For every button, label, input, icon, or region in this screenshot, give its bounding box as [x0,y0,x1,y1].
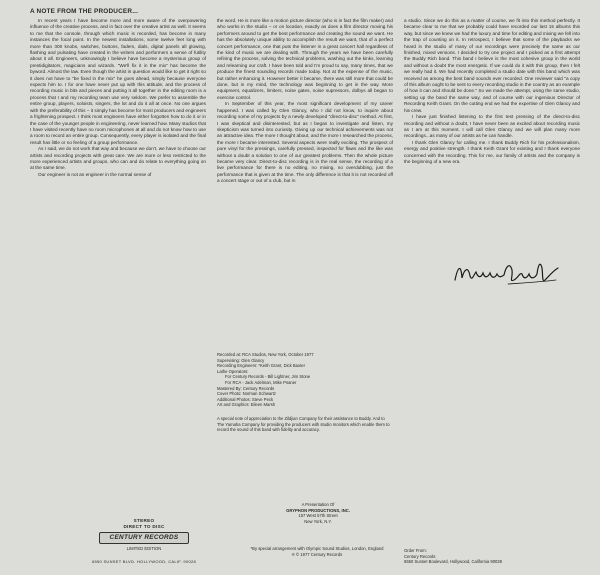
order-address: 6550 Sunset Boulevard, Hollywood, California 90028 [404,559,503,565]
paragraph: In September of this year, the most significant development of my career happened. I was called by Glen Glancy, who I did not know, to inquire about recording some of my projects by a newly developed "direct-to-disc" method. At first, I was skeptical and disinterested, but as I began to investigate and listen, my skepticism was turned into curiosity. Giving up our technical achievements was not an attractive idea. The more I thought about, and the more I researched the process, the more I became interested. Several aspects were really exciting. The prospect of pure vinyl for the pressings, carefully pressed, inspected for flaws and the like was without a doubt a solution to one of our greatest problems. Then the whole picture became very clear. Direct-to-disc recording is in the real sense, the recording of a live performance for there is no editing, no mixing, no overdubbing, just the performance that is given at the time. The only difference is that it is not recorded off a concert stage or out of a club, but in [217,101,393,184]
presentation-line: A Presentation Of [301,502,335,507]
century-records-logo: CENTURY RECORDS [99,532,190,544]
paragraph: In recent years I have become more and more aware of the overpowering influence of the creative process, and in fact over the creative artist as well. It seems to me that the console, through which music is recorded, has become in many instances the focal point. In the newest installations, some twelve feet long with more than 300 knobs, switches, buttons, faders, dials, digital panels all glowing, flashing and pulsating have created in the writers and performers a sense of futility about it all. Engineers, unknowingly I believe have become a mysterious group of prestidigitators, magicians and wizards. "We'll fix it in the mix" has become the byword. Almost the law. Even though the artist in question would like to get it right so it does not have to "be fixed in the mix" he goes ahead, simply because everyone expects him to. I for one have never put up with this attitude, and the process of recording music in bits and pieces and putting it all together in the editing room is a process that I and my recording team use very seldom. We prefer to assemble the entire group, players, soloists, singers, the lot and do it all at once. No one argues with the preferability of this – it simply has become for most producers and engineers a frightening prospect. I think most engineers have either forgotten how to do it or in the case of the younger people in engineering, never learned how. Many studios that I have visited recently have no room microphones at all and do not know how to use a room to record an entire group. Consequently, every player is isolated and the final result has little or no feeling of a group performance. [30,18,206,145]
paragraph: the word. He is more like a motion picture director (who is in fact the film maker) and who works in the studio – or on location, exactly as does a film director moving his performers around to get the best performance and creating the sound we want. He has the absolutely unique ability to accomplish the result we want, that of a perfect concert performance, one that puts the listener in a great concert hall regardless of the kind of music we are dealing with. Through the years we have been carefully refining the process, solving the technical problems, washing out the kinks, learning and relearning our craft. I have been told and I'm proud to say, many times, that we produce the finest sounding records made today. Not at the expense of the music, but rather enhancing it. However better it became, there was still more that could be done, but in my mind, the technology was beginning to get in the way. More equipment, equalizers, limiters, noise gates, noise supressors, dolbys all began to exercise control. [217,18,393,100]
order-name: Century Records [404,553,436,559]
credit-line: Additional Photos: Steve Peck [217,396,274,402]
text-column-1 [30,18,206,178]
text-column-2 [217,18,393,185]
page-title: A NOTE FROM THE PRODUCER... [30,8,139,15]
paragraph: As I said, we do not work that way and because we don't, we have to choose our artists and recording projects with great care. We are more or less restricted to the more experienced artists and groups, who can and do relate to everything going on at the same time. [30,146,206,171]
credit-line: Recorded at: RCA Studios, New York, October 1977 [217,352,314,357]
order-info [404,548,594,565]
limited-edition-tag: LIMITED EDITION [126,546,162,551]
credit-line: Recording Engineers: *Keith Grant, Dick Baxter [217,363,305,369]
paragraph: Our engineer is not an engineer in the normal sense of [38,171,152,177]
label-badge [84,518,204,565]
company-name: GRYPHON PRODUCTIONS, INC. [286,507,350,513]
recording-credits [217,352,393,433]
label-address: 6550 SUNSET BLVD. HOLLYWOOD, CALIF. 90028 [91,559,197,564]
stereo-tag: STEREO [133,518,155,523]
company-city: New York, N.Y. [304,518,332,524]
paragraph: a studio. Since we do this as a matter of course, we fit into this method perfectly. It became clear to me that we probably could have recorded our last 15 albums this way, but since we knew we had the luxury and time for editing and mixing we fell into the trap of counting on it. In retrospect, I believe that some of the playbacks we heard in the studio of many of our recordings were precisely the same as our finished, mixed versions. I decided to try one project and I picked as a first attempt the Buddy Rich band. This band I believe is the most cohesive group in the world and without a doubt the most energetic. If we could do it with this group, then I felt we really had it. We had recently completed a studio date with this band which was received as among the best band sounds ever recorded. One reviewer said "a copy of this album ought to be sent to every recording studio in the country as an example of how it can and should be done." So we made the attempt, using the same studio, setting up the band the same way, and of course with our ingenious Director of Recording Keith Grant. On the cutting end we had the expertise of Glen Glancy and his crew. [404,18,580,113]
copyright-line: ℗ © 1977 Century Records [291,551,343,557]
direct-to-disc-tag: DIRECT TO DISC [123,524,165,529]
paragraph: I have just finished listening to the first test pressing of the direct-to-disc recording and without a doubt, I have never been as excited about recording music as I am at this moment. I will call Glen Glancy and we will plan many more recordings...as many of our artists as he can handle. [404,114,580,139]
footnote [217,546,417,557]
paragraph: I thank Glen Glancy for calling me. I thank Buddy Rich for his professionalism, energy and positive strength. I thank Keith Grant for existing and I thank everyone concerned with the recording. This for me, our family of artists and the company is the beginning of a new era. [404,139,580,164]
credit-line: Mastered By: Century Records [217,385,275,391]
producer-signature [452,256,562,290]
text-column-3 [404,18,580,165]
presentation-block [258,502,378,524]
credit-line: Lathe Operators: [217,368,249,374]
credit-line: For Century Records - Bill Lightner, Jim Stone [225,374,311,380]
footnote-line: *By special arrangement with Olympic Sound Studios, London, England [250,546,384,551]
credit-line: Supervising: Glen Glancy [217,357,265,363]
credit-line: For RCA - Jack Adelman, Mike Psaner [225,379,297,385]
order-label: Order From: [404,548,427,553]
credit-line: Art and Graphics: Eileen Marsh [217,402,276,408]
company-street: 157 West 57th Street [298,513,338,519]
credit-line: Cover Photo: Norman Schwartz [217,391,276,397]
appreciation-note: A special note of appreciation to the Zildjian Company for their assistance to Buddy. And to The Yamaha Company for providing the producers with studio monitors which enable them to record the sound of this band with fidelity and accuracy. [217,415,390,433]
